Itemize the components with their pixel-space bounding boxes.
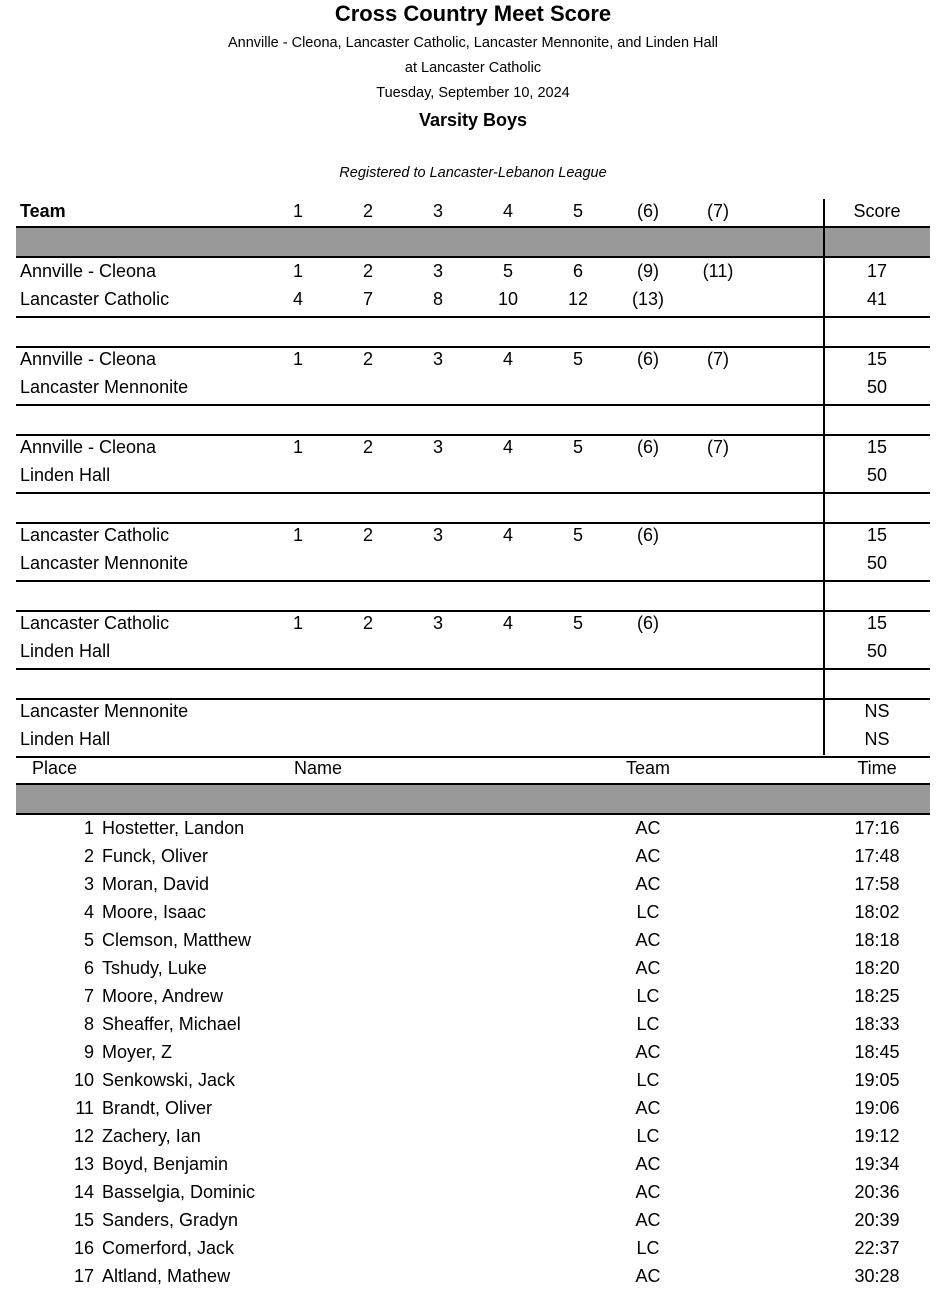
team-score: NS <box>864 729 890 749</box>
runner-name: Moore, Andrew <box>102 986 224 1006</box>
meet-location: at Lancaster Catholic <box>404 60 542 76</box>
runner-time: 18:45 <box>854 1042 900 1062</box>
runner-name: Zachery, Ian <box>102 1126 201 1146</box>
result-row <box>0 1040 939 1068</box>
team-score: 15 <box>866 525 888 545</box>
place-value: 7 <box>362 289 374 309</box>
team-score: 41 <box>866 289 888 309</box>
team-name: Linden Hall <box>20 465 111 485</box>
place-value: 4 <box>502 613 514 633</box>
header-team: Team <box>20 201 66 221</box>
header-p3: 3 <box>432 201 444 221</box>
runner-team: AC <box>635 1042 661 1062</box>
runner-name: Funck, Oliver <box>102 846 209 866</box>
runner-name: Moyer, Z <box>102 1042 173 1062</box>
team-name: Annville - Cleona <box>20 349 157 369</box>
place-value: 2 <box>362 437 374 457</box>
runner-team: LC <box>636 1070 660 1090</box>
place-value: 5 <box>572 613 584 633</box>
header-time: Time <box>857 758 897 778</box>
place-value: (7) <box>707 437 729 457</box>
runner-place: 5 <box>83 930 94 950</box>
divider <box>16 668 930 670</box>
result-row <box>0 900 939 928</box>
runner-time: 20:36 <box>854 1182 900 1202</box>
runner-time: 18:18 <box>854 930 900 950</box>
runner-time: 19:34 <box>854 1154 900 1174</box>
header-p5: 5 <box>572 201 584 221</box>
team-name: Lancaster Catholic <box>20 613 170 633</box>
runner-team: AC <box>635 958 661 978</box>
runner-name: Senkowski, Jack <box>102 1070 236 1090</box>
runner-time: 22:37 <box>854 1238 900 1258</box>
place-value: 2 <box>362 613 374 633</box>
page-title: Cross Country Meet Score <box>334 1 612 26</box>
score-row <box>0 347 939 375</box>
place-value: 10 <box>497 289 519 309</box>
team-score: 50 <box>866 553 888 573</box>
result-row <box>0 844 939 872</box>
header-score: Score <box>853 201 901 221</box>
place-value: 1 <box>292 437 304 457</box>
score-row <box>0 639 939 667</box>
score-row <box>0 259 939 287</box>
place-value: 5 <box>572 525 584 545</box>
team-name: Annville - Cleona <box>20 437 157 457</box>
divider <box>16 316 930 318</box>
runner-team: AC <box>635 1154 661 1174</box>
runner-time: 19:05 <box>854 1070 900 1090</box>
result-row <box>0 1096 939 1124</box>
place-value: 5 <box>502 261 514 281</box>
place-value: 8 <box>432 289 444 309</box>
result-row <box>0 816 939 844</box>
divider <box>16 492 930 494</box>
place-value: (9) <box>637 261 659 281</box>
place-value: (6) <box>637 349 659 369</box>
runner-name: Boyd, Benjamin <box>102 1154 229 1174</box>
place-value: 1 <box>292 261 304 281</box>
gray-band <box>16 228 930 256</box>
place-value: (13) <box>631 289 665 309</box>
runner-team: LC <box>636 986 660 1006</box>
runner-time: 20:39 <box>854 1210 900 1230</box>
divider <box>16 404 930 406</box>
place-value: 2 <box>362 261 374 281</box>
place-value: (6) <box>637 525 659 545</box>
score-row <box>0 551 939 579</box>
runner-time: 17:58 <box>854 874 900 894</box>
score-row <box>0 523 939 551</box>
result-row <box>0 956 939 984</box>
place-value: (7) <box>707 349 729 369</box>
team-score: 50 <box>866 465 888 485</box>
runner-time: 17:16 <box>854 818 900 838</box>
result-row <box>0 1068 939 1096</box>
header-p1: 1 <box>292 201 304 221</box>
runner-team: AC <box>635 818 661 838</box>
header-p7: (7) <box>707 201 729 221</box>
runner-time: 30:28 <box>854 1266 900 1286</box>
runner-team: AC <box>635 1210 661 1230</box>
runner-time: 18:02 <box>854 902 900 922</box>
team-name: Lancaster Catholic <box>20 289 170 309</box>
place-value: 3 <box>432 261 444 281</box>
gray-band <box>16 785 930 813</box>
score-row <box>0 699 939 727</box>
runner-place: 2 <box>83 846 94 866</box>
result-row <box>0 984 939 1012</box>
runner-place: 14 <box>73 1182 94 1202</box>
result-row <box>0 1180 939 1208</box>
runner-place: 17 <box>73 1266 94 1286</box>
runner-place: 11 <box>75 1098 94 1118</box>
runner-team: LC <box>636 1238 660 1258</box>
runner-time: 17:48 <box>854 846 900 866</box>
runner-place: 16 <box>73 1238 94 1258</box>
runner-place: 6 <box>83 958 94 978</box>
team-name: Linden Hall <box>20 729 111 749</box>
runner-name: Brandt, Oliver <box>102 1098 213 1118</box>
place-value: (6) <box>637 613 659 633</box>
place-value: 5 <box>572 437 584 457</box>
team-score: 15 <box>866 437 888 457</box>
runner-place: 13 <box>73 1154 94 1174</box>
score-row <box>0 375 939 403</box>
header-p4: 4 <box>502 201 514 221</box>
runner-name: Sanders, Gradyn <box>102 1210 239 1230</box>
division-title: Varsity Boys <box>418 110 528 130</box>
place-value: 3 <box>432 525 444 545</box>
header-p6: (6) <box>637 201 659 221</box>
runner-place: 4 <box>83 902 94 922</box>
runner-place: 7 <box>83 986 94 1006</box>
place-value: (6) <box>637 437 659 457</box>
score-row <box>0 463 939 491</box>
runner-name: Basselgia, Dominic <box>102 1182 256 1202</box>
runner-place: 8 <box>83 1014 94 1034</box>
header-team: Team <box>625 758 671 778</box>
runner-team: LC <box>636 1014 660 1034</box>
team-name: Lancaster Mennonite <box>20 701 189 721</box>
runner-time: 19:06 <box>854 1098 900 1118</box>
team-name: Lancaster Mennonite <box>20 553 189 573</box>
score-row <box>0 435 939 463</box>
runner-place: 1 <box>83 818 94 838</box>
runner-team: LC <box>636 1126 660 1146</box>
place-value: 2 <box>362 525 374 545</box>
team-score: 15 <box>866 349 888 369</box>
runner-place: 10 <box>73 1070 94 1090</box>
header-p2: 2 <box>362 201 374 221</box>
results-table-header <box>0 756 939 784</box>
result-row <box>0 872 939 900</box>
team-name: Linden Hall <box>20 641 111 661</box>
runner-team: AC <box>635 930 661 950</box>
runner-place: 15 <box>73 1210 94 1230</box>
divider <box>16 580 930 582</box>
runner-place: 9 <box>83 1042 94 1062</box>
result-row <box>0 928 939 956</box>
runner-team: AC <box>635 1098 661 1118</box>
meet-teams: Annville - Cleona, Lancaster Catholic, Lancaster Mennonite, and Linden Hall <box>227 35 719 51</box>
place-value: 3 <box>432 437 444 457</box>
runner-time: 18:33 <box>854 1014 900 1034</box>
team-score: 15 <box>866 613 888 633</box>
team-score: 17 <box>866 261 888 281</box>
runner-team: AC <box>635 874 661 894</box>
place-value: 3 <box>432 613 444 633</box>
runner-place: 12 <box>73 1126 94 1146</box>
meet-date: Tuesday, September 10, 2024 <box>376 85 570 101</box>
score-row <box>0 287 939 315</box>
runner-time: 18:25 <box>854 986 900 1006</box>
runner-name: Sheaffer, Michael <box>102 1014 241 1034</box>
runner-team: AC <box>635 1266 661 1286</box>
result-row <box>0 1124 939 1152</box>
runner-place: 3 <box>83 874 94 894</box>
place-value: 4 <box>292 289 304 309</box>
runner-name: Moran, David <box>102 874 210 894</box>
place-value: 4 <box>502 525 514 545</box>
runner-time: 19:12 <box>854 1126 900 1146</box>
result-row <box>0 1236 939 1264</box>
place-value: 4 <box>502 437 514 457</box>
result-row <box>0 1264 939 1292</box>
runner-name: Tshudy, Luke <box>102 958 207 978</box>
runner-name: Hostetter, Landon <box>102 818 245 838</box>
divider <box>16 256 930 258</box>
result-row <box>0 1152 939 1180</box>
place-value: 1 <box>292 613 304 633</box>
place-value: 4 <box>502 349 514 369</box>
place-value: 6 <box>572 261 584 281</box>
place-value: 12 <box>567 289 589 309</box>
runner-time: 18:20 <box>854 958 900 978</box>
score-row <box>0 611 939 639</box>
runner-team: AC <box>635 1182 661 1202</box>
team-name: Lancaster Mennonite <box>20 377 189 397</box>
header-place: Place <box>32 758 78 778</box>
runner-name: Altland, Mathew <box>102 1266 231 1286</box>
place-value: (11) <box>702 261 734 281</box>
result-row <box>0 1012 939 1040</box>
divider <box>16 813 930 815</box>
runner-name: Comerford, Jack <box>102 1238 235 1258</box>
team-name: Annville - Cleona <box>20 261 157 281</box>
place-value: 3 <box>432 349 444 369</box>
registration-note: Registered to Lancaster-Lebanon League <box>339 165 607 181</box>
score-row <box>0 727 939 755</box>
result-row <box>0 1208 939 1236</box>
score-table-header <box>0 199 939 227</box>
runner-team: LC <box>636 902 660 922</box>
team-score: 50 <box>866 377 888 397</box>
runner-name: Moore, Isaac <box>102 902 207 922</box>
runner-team: AC <box>635 846 661 866</box>
runner-name: Clemson, Matthew <box>102 930 252 950</box>
place-value: 2 <box>362 349 374 369</box>
place-value: 1 <box>292 525 304 545</box>
score-column-divider <box>823 228 825 256</box>
team-name: Lancaster Catholic <box>20 525 170 545</box>
header-name: Name <box>294 758 343 778</box>
place-value: 5 <box>572 349 584 369</box>
team-score: 50 <box>866 641 888 661</box>
team-score: NS <box>864 701 890 721</box>
place-value: 1 <box>292 349 304 369</box>
